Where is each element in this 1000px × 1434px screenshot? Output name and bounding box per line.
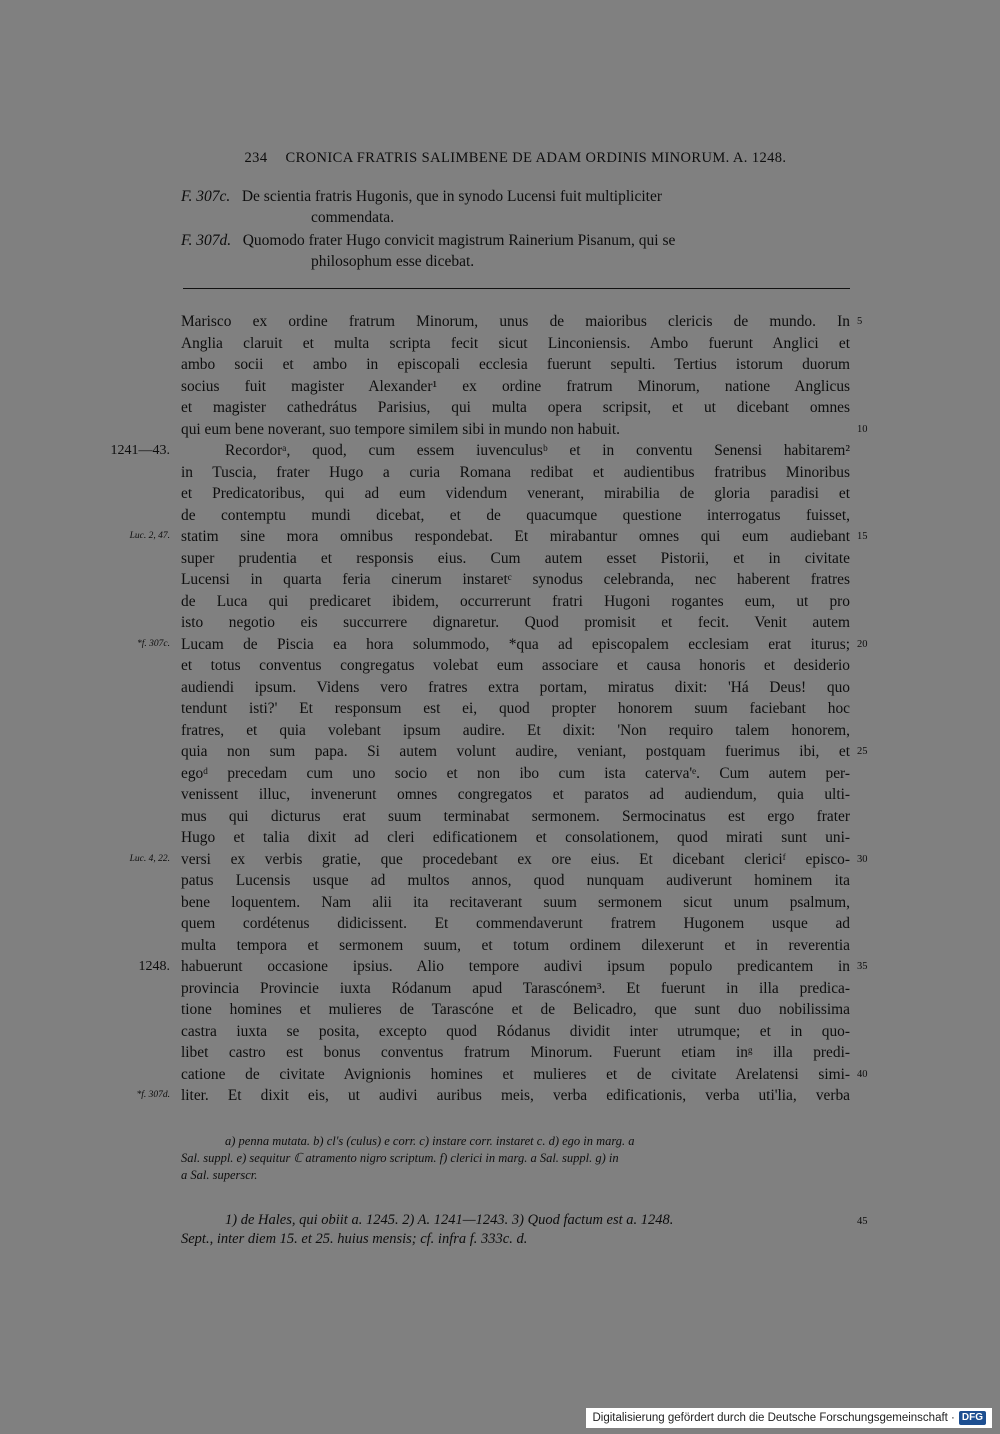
text-line: liter. Et dixit eis, ut audivi auribus meis, verba edificationis, verba uti'lia, verba [181, 1087, 850, 1104]
text-line: tendunt isti?' Et responsum est ei, quod propter honorem suum faciebant hoc [181, 700, 850, 717]
summary-text: Quomodo frater Hugo convicit magistrum Rainerium Pisanum, qui se [242, 232, 676, 249]
text-line: venissent illuc, invenerunt omnes congregatos et paratos ad audiendum, quia ulti- [181, 786, 850, 803]
margin-reference: Luc. 4, 22. [129, 853, 170, 864]
apparatus-line: a) penna mutata. b) cl's (culus) e corr. c) instare corr. instaret c. d) ego in marg. a [225, 1134, 635, 1148]
line-number: 20 [857, 638, 868, 650]
text-line: qui eum bene noverant, suo tempore similem sibi in mundo non habuit. [181, 420, 620, 438]
margin-reference: *f. 307c. [137, 638, 170, 649]
text-line: Lucam de Piscia ea hora solummodo, *qua ad episcopalem ecclesiam erat iturus; [181, 635, 850, 653]
line-number: 40 [857, 1068, 868, 1080]
text-line: Lucensi in quarta feria cinerum instaretᶜ synodus celebranda, nec haberent fratres [181, 571, 850, 588]
text-line: quia non sum papa. Si autem volunt audire, veniant, postquam fuerimus ibi, et [181, 743, 850, 760]
margin-year: 1248. [138, 959, 170, 974]
text-line: isto negotio eis succurrere dignaretur. Quod promisit et fecit. Venit autem [181, 614, 850, 631]
text-line: habuerunt occasione ipsius. Alio tempore audivi ipsum populo predicantem in [181, 958, 850, 975]
text-line: provincia Provincie iuxta Ródanum apud Tarascónem³. Et fuerunt in illa predica- [181, 979, 850, 997]
text-line: Marisco ex ordine fratrum Minorum, unus de maioribus clericis de mundo. In [181, 313, 850, 330]
text-line: mus qui dicturus erat suum terminabat sermonem. Sermocinatus est ergo frater [181, 807, 850, 825]
text-line: patus Lucensis usque ad multos annos, quod nunquam audiverunt hominem ita [181, 872, 850, 889]
summary-text-cont: philosophum esse dicebat. [311, 253, 475, 270]
page-number: 234 [244, 150, 268, 166]
line-number: 10 [857, 423, 868, 435]
footnote-line: Sept., inter diem 15. et 25. huius mensis; cf. infra f. 333c. d. [181, 1231, 528, 1247]
text-line: Hugo et talia dixit ad cleri edificationem et consolationem, quod mirati sunt uni- [181, 829, 850, 846]
text-line: Recordorᵃ, quod, cum essem iuvenculusᵇ et in conventu Senensi habitarem² [225, 442, 850, 459]
footnote-line: 1) de Hales, qui obiit a. 1245. 2) A. 1241—1243. 3) Quod factum est a. 1248. [225, 1212, 674, 1228]
text-line: egoᵈ precedam cum uno socio et non ibo cum ista caterva'ᵉ. Cum autem per- [181, 764, 850, 782]
line-number: 15 [857, 531, 868, 542]
running-title: CRONICA FRATRIS SALIMBENE DE ADAM ORDINIS MINORUM. A. 1248. [285, 150, 787, 166]
footnotes [181, 1211, 868, 1249]
text-line: castra iuxta se posita, excepto quod Ródanus dividit inter utrumque; et in quo- [181, 1022, 850, 1040]
text-line: quem cordétenus didicissent. Et commendaverunt fratrem Hugonem usque ad [181, 915, 850, 932]
running-header [181, 150, 850, 167]
line-number: 25 [857, 746, 868, 757]
footer-text: Digitalisierung gefördert durch die Deutsche Forschungsgemeinschaft · [592, 1412, 955, 1424]
text-line: libet castro est bonus conventus fratrum Minorum. Fuerunt etiam inᵍ illa predi- [181, 1044, 850, 1061]
margin-reference: *f. 307d. [136, 1090, 170, 1100]
text-line: fratres, et quia volebant ipsum audire. Et dixit: 'Non requiro talem honorem, [181, 721, 850, 739]
text-line: super prudentia et responsis eius. Cum autem esset Pistorii, et in civitate [181, 549, 850, 567]
margin-year: 1241—43. [110, 443, 170, 458]
line-number: 30 [857, 853, 868, 865]
text-line: et Predicatoribus, qui ad eum videndum venerant, mirabilia de gloria paradisi et [181, 485, 850, 502]
text-line: et magister cathedrátus Parisius, qui multa opera scripsit, et ut dicebant omnes [181, 399, 850, 416]
apparatus-line: a Sal. superscr. [181, 1168, 258, 1182]
summary-ref: F. 307c. [181, 188, 231, 205]
text-line: statim sine mora omnibus respondebat. Et mirabantur omnes qui eum audiebant [181, 528, 850, 545]
margin-reference: Luc. 2, 47. [129, 531, 170, 541]
critical-apparatus [181, 1133, 850, 1184]
text-line: tione homines et mulieres de Tarascóne et de Belicadro, que sunt duo nobilissima [181, 1001, 850, 1018]
line-number: 35 [857, 961, 868, 972]
text-line: de Luca qui predicaret ibidem, occurrerunt fratri Hugoni rogantes eum, ut pro [181, 592, 850, 610]
footer-credit [586, 1408, 992, 1428]
chapter-summary-1 [181, 186, 851, 228]
text-line: bene loquentem. Nam alii ita recitaverant suum sermonem sicut unum psalmum, [181, 893, 850, 911]
text-line: Anglia claruit et multa scripta fecit sicut Linconiensis. Ambo fuerunt Anglici et [181, 334, 850, 352]
text-line: catione de civitate Avignionis homines et mulieres et de civitate Arelatensi simi- [181, 1065, 850, 1083]
text-line: versi ex verbis gratie, que procedebant ex ore eius. Et dicebant clericiᶠ episco- [181, 850, 850, 868]
chapter-summary-2 [181, 230, 851, 272]
apparatus-line: Sal. suppl. e) sequitur ℂ atramento nigro scriptum. f) clerici in marg. a Sal. suppl. g) in [181, 1151, 619, 1165]
line-number: 5 [857, 316, 863, 327]
text-line: multa tempora et sermonem suum, et totum ordinem dilexerunt et in reverentia [181, 936, 850, 954]
text-line: ambo socii et ambo in episcopali ecclesia fuerunt sepulti. Tertius istorum duorum [181, 356, 850, 373]
text-line: et totus conventus congregatus volebat eum associare et causa honoris et desiderio [181, 657, 850, 674]
line-number: 45 [857, 1216, 868, 1227]
summary-text-cont: commendata. [311, 209, 395, 226]
text-line: in Tuscia, frater Hugo a curia Romana redibat et audientibus fratribus Minoribus [181, 463, 850, 481]
dfg-logo: DFG [959, 1411, 986, 1425]
text-line: de contemptu mundi dicebat, et de quacumque questione interrogatus fuisset, [181, 506, 850, 524]
section-divider [183, 288, 850, 289]
text-line: audiendi ipsum. Videns vero fratres extra portam, miratus dixit: 'Há Deus! quo [181, 678, 850, 696]
summary-text: De scientia fratris Hugonis, que in synodo Lucensi fuit multipliciter [241, 188, 662, 205]
summary-ref: F. 307d. [181, 232, 232, 249]
text-line: socius fuit magister Alexander¹ ex ordine fratrum Minorum, natione Anglicus [181, 377, 850, 395]
